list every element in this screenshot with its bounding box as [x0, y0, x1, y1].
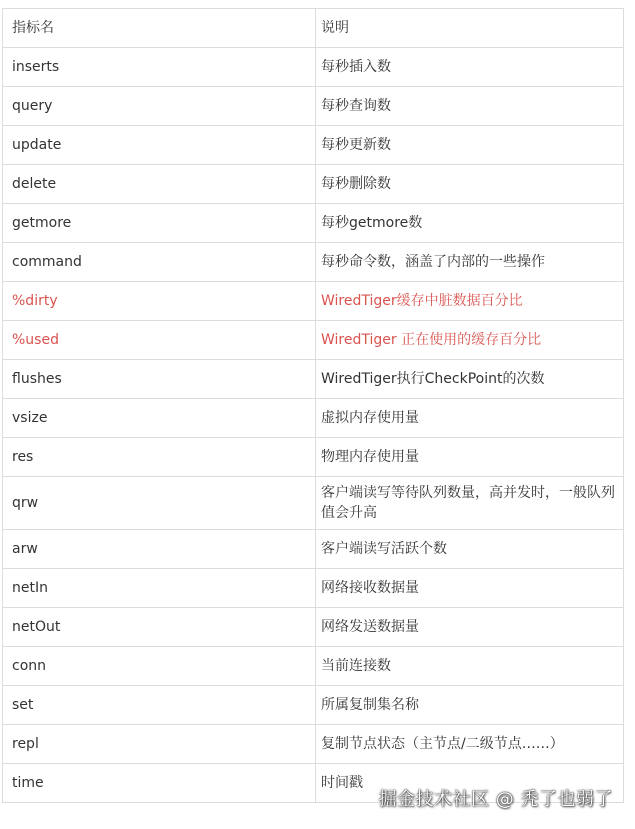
table-row: [3, 204, 623, 243]
metric-name: flushes: [3, 360, 316, 398]
metric-description: 网络发送数据量: [321, 619, 419, 635]
metric-name: arw: [3, 530, 316, 568]
metric-description: 每秒插入数: [321, 59, 391, 75]
table-row: [3, 477, 623, 530]
metric-description: 虚拟内存使用量: [321, 410, 419, 426]
metric-name: time: [3, 764, 316, 802]
metric-name: conn: [3, 647, 316, 685]
metric-description: 每秒命令数，涵盖了内部的一些操作: [321, 254, 545, 270]
table-row-highlighted: [3, 282, 623, 321]
metric-description: 所属复制集名称: [321, 697, 419, 713]
table-row-highlighted: [3, 321, 623, 360]
metric-name: netOut: [3, 608, 316, 646]
metric-description: 每秒getmore数: [321, 215, 423, 231]
table-row: [3, 647, 623, 686]
table-row: [3, 569, 623, 608]
metric-description: WiredTiger 正在使用的缓存百分比: [321, 332, 542, 348]
table-row: [3, 399, 623, 438]
metric-description: 时间戳: [321, 775, 363, 791]
table-row: [3, 360, 623, 399]
table-row: [3, 686, 623, 725]
table-header-row: [3, 9, 623, 48]
metric-name: update: [3, 126, 316, 164]
watermark: 掘金技术社区 @ 秃了也弱了: [378, 789, 613, 810]
metric-description: WiredTiger执行CheckPoint的次数: [321, 371, 545, 387]
metric-name: vsize: [3, 399, 316, 437]
metric-name: netIn: [3, 569, 316, 607]
metric-description: 客户端读写活跃个数: [321, 541, 447, 557]
metric-description: 物理内存使用量: [321, 449, 419, 465]
metric-description: 复制节点状态（主节点/二级节点……）: [321, 736, 564, 752]
metric-name: repl: [3, 725, 316, 763]
table-row: [3, 725, 623, 764]
table-row: [3, 126, 623, 165]
table-row: [3, 165, 623, 204]
metric-description: 网络接收数据量: [321, 580, 419, 596]
metric-name: command: [3, 243, 316, 281]
metric-name: getmore: [3, 204, 316, 242]
header-metric-name: 指标名: [3, 9, 316, 47]
metric-description: 客户端读写等待队列数量，高并发时，一般队列值会升高: [321, 485, 615, 521]
metric-description: 每秒更新数: [321, 137, 391, 153]
metric-description: 每秒删除数: [321, 176, 391, 192]
metric-description: 当前连接数: [321, 658, 391, 674]
metric-name: set: [3, 686, 316, 724]
metric-name: %used: [3, 321, 316, 359]
metric-name: query: [3, 87, 316, 125]
metric-name: qrw: [3, 477, 316, 529]
table-row: [3, 48, 623, 87]
metric-name: res: [3, 438, 316, 476]
table-row: [3, 438, 623, 477]
header-description: 说明: [321, 20, 349, 36]
table-row: [3, 608, 623, 647]
table-row: [3, 87, 623, 126]
metrics-table: [2, 8, 624, 803]
table-row: [3, 243, 623, 282]
metric-name: inserts: [3, 48, 316, 86]
metric-name: delete: [3, 165, 316, 203]
metric-description: 每秒查询数: [321, 98, 391, 114]
metric-description: WiredTiger缓存中脏数据百分比: [321, 293, 523, 309]
metric-name: %dirty: [3, 282, 316, 320]
table-row: [3, 530, 623, 569]
